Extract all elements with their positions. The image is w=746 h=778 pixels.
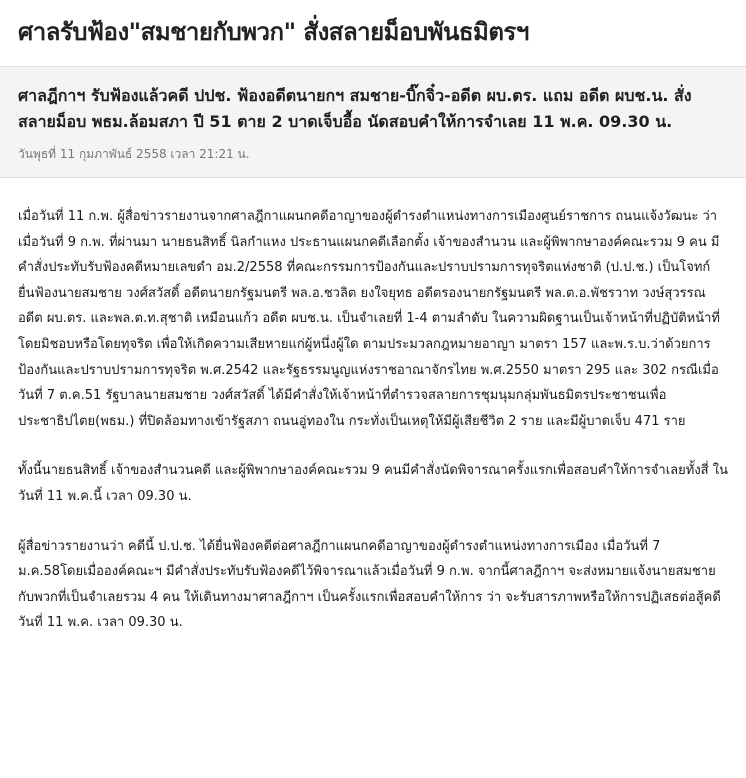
summary-box (0, 66, 746, 178)
headline: ศาลรับฟ้อง"สมชายกับพวก" สั่งสลายม็อบพันธมิตรฯ (18, 18, 529, 46)
article-paragraph-1: เมื่อวันที่ 11 ก.พ. ผู้สื่อข่าวรายงานจากศาลฎีกาแผนกคดีอาญาของผู้ดำรงตำแหน่งทางการเมืองศูนย์ราชการ ถนนแจ้งวัฒนะ ว่า เมื่อวันที่ 9 ก.พ. ที่ผ่านมา นายธนสิทธิ์ นิลกำแหง ประธานแผนกคดีเลือกตั้ง เจ้าของสำนวน และผู้พิพากษาองค์คณะรวม 9 คน มีคำสั่งประทับรับฟ้องคดีหมายเลขดำ อม.2/2558 ที่คณะกรรมการป้องกันและปราบปรามการทุจริตแห่งชาติ (ป.ป.ช.) เป็นโจทก์ ยื่นฟ้องนายสมชาย วงศ์สวัสดิ์ อดีตนายกรัฐมนตรี พล.อ.ชวลิต ยงใจยุทธ อดีตรองนายกรัฐมนตรี พล.ต.อ.พัชรวาท วงษ์สุวรรณ อดีต ผบ.ตร. และพล.ต.ท.สุชาติ เหมือนแก้ว อดีต ผบช.น. เป็นจำเลยที่ 1-4 ตามลำดับ ในความผิดฐานเป็นเจ้าหน้าที่ปฏิบัติหน้าที่โดยมิชอบหรือโดยทุจริต เพื่อให้เกิดความเสียหายแก่ผู้หนึ่งผู้ใด ตามประมวลกฎหมายอาญา มาตรา 157 และพ.ร.บ.ว่าด้วยการป้องกันและปราบปรามการทุจริต พ.ศ.2542 และรัฐธรรมนูญแห่งราชอาณาจักรไทย พ.ศ.2550 มาตรา 295 และ 302 กรณีเมื่อวันที่ 7 ต.ค.51 รัฐบาลนายสมชาย วงศ์สวัสดิ์ ได้มีคำสั่งให้เจ้าหน้าที่ตำรวจสลายการชุมนุมกลุ่มพันธมิตรประชาชนเพื่อประชาธิปไตย(พธม.) ที่ปิดล้อมทางเข้ารัฐสภา ถนนอู่ทองใน กระทั่งเป็นเหตุให้มีผู้เสียชีวิต 2 ราย และมีผู้บาดเจ็บ 471 ราย (18, 209, 720, 429)
summary-text: ศาลฎีกาฯ รับฟ้องแล้วคดี ปปช. ฟ้องอดีตนายกฯ สมชาย-บิ๊กจิ๋ว-อดีต ผบ.ตร. แถม อดีต ผบช.น. สั่งสลายม็อบ พธม.ล้อมสภา ปี 51 ตาย 2 บาดเจ็บอื้อ นัดสอบคำให้การจำเลย 11 พ.ค. 09.30 น. (18, 86, 692, 131)
article-paragraph-2: ทั้งนี้นายธนสิทธิ์ เจ้าของสำนวนคดี และผู้พิพากษาองค์คณะรวม 9 คนมีคำสั่งนัดพิจารณาครั้งแรกเพื่อสอบคำให้การจำเลยทั้งสี่ ในวันที่ 11 พ.ค.นี้ เวลา 09.30 น. (18, 463, 728, 504)
article-body (0, 178, 746, 636)
publish-date: วันพุธที่ 11 กุมภาพันธ์ 2558 เวลา 21:21 น. (18, 147, 250, 161)
article-paragraph-3: ผู้สื่อข่าวรายงานว่า คดีนี้ ป.ป.ช. ได้ยื่นฟ้องคดีต่อศาลฎีกาแผนกคดีอาญาของผู้ดำรงตำแหน่งทางการเมือง เมื่อวันที่ 7 ม.ค.58โดยเมื่อองค์คณะฯ มีคำสั่งประทับรับฟ้องคดีไว้พิจารณาแล้วเมื่อวันที่ 9 ก.พ. จากนี้ศาลฎีกาฯ จะส่งหมายแจ้งนายสมชาย กับพวกที่เป็นจำเลยรวม 4 คน ให้เดินทางมาศาลฎีกาฯ เป็นครั้งแรกเพื่อสอบคำให้การ ว่า จะรับสารภาพหรือให้การปฏิเสธต่อสู้คดี วันที่ 11 พ.ค. เวลา 09.30 น. (18, 538, 721, 631)
